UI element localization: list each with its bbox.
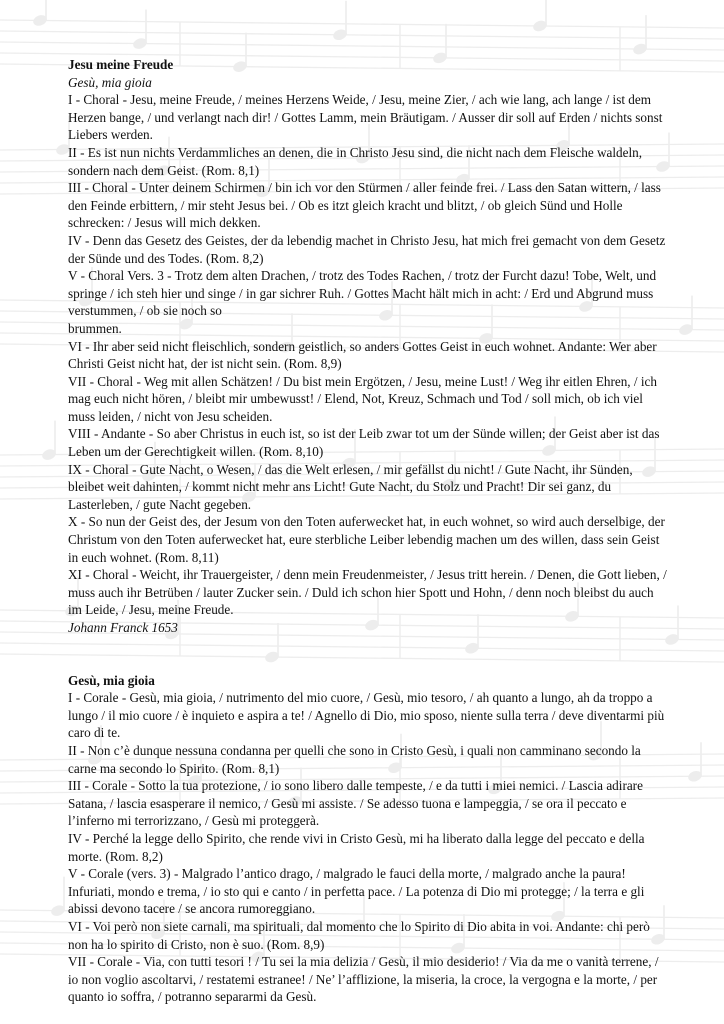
paragraph-7: VII - Corale - Via, con tutti tesori ! / Tu sei la mia delizia / Gesù, il mio desiderio! / Via da me o vanità terrene, / io non voglio ascoltarvi, / restatemi estranee! / Ne’ l’afflizione, la miseria, la croce, la vergogna e la morte, / per quanto io soffra, / potranno separarmi da Gesù. [68, 954, 659, 1005]
paragraph-3: III - Corale - Sotto la tua protezione, / io sono libero dalle tempeste, / e da tutti i miei nemici. / Lascia adirare Satana, / lascia esasperare il nemico, / Gesù mi assiste. / Se adesso tuona e lampeggia, / se ora il peccato e l’inferno mi terrorizzano, / Gesù mi proteggerà. [68, 778, 643, 829]
paragraph-9: IX - Choral - Gute Nacht, o Wesen, / das die Welt erlesen, / mir gefällst du nicht! / Gute Nacht, ihr Sünden, bleibet weit dahinten, / kommt nicht mehr ans Licht! Gute Nacht, du Stolz und Pracht! Dir sei ganz, du Lasterleben, / gute Nacht gegeben. [68, 461, 633, 512]
italian-text-section [68, 672, 668, 1006]
paragraph-5: V - Corale (vers. 3) - Malgrado l’antico drago, / malgrado le fauci della morte, / malgrado anche la paura! Infuriati, mondo e trema, / io sto qui e canto / in perfetta pace. / La potenza di Dio mi protegge; / la terra e gli abissi devono tacere / se ancora rumoreggiano. [68, 866, 645, 917]
section-title: Gesù, mia gioia [68, 672, 155, 688]
paragraph-7: VII - Choral - Weg mit allen Schätzen! / Du bist mein Ergötzen, / Jesu, meine Lust! / Weg ihr eitlen Ehren, / ich mag euch nicht hören, / bleibt mir umbewusst! / Elend, Not, Kreuz, Schmach und Tod / soll mich, ob ich viel muss leiden, / nicht von Jesu scheiden. [68, 373, 657, 424]
german-text-section [68, 56, 668, 637]
paragraph-5 [68, 267, 668, 337]
paragraph-5-tail: brummen. [68, 320, 122, 336]
paragraph-4: IV - Perché la legge dello Spirito, che rende vivi in Cristo Gesù, mi ha liberato dalla legge del peccato e della morte. (Rom. 8,2) [68, 830, 645, 864]
section-subtitle: Gesù, mia gioia [68, 74, 152, 90]
paragraph-6: VI - Voi però non siete carnali, ma spirituali, dal momento che lo Spirito di Dio abita in voi. Andante: chi però non ha lo spirito di Cristo, non è suo. (Rom. 8,9) [68, 918, 650, 952]
paragraph-4: IV - Denn das Gesetz des Geistes, der da lebendig machet in Christo Jesu, hat mich frei gemacht von dem Gesetz der Sünde und des Todes. (Rom. 8,2) [68, 232, 666, 266]
paragraph-3: III - Choral - Unter deinem Schirmen / bin ich vor den Stürmen / aller feinde frei. / Lass den Satan wittern, / lass den Feinde erbittern, / mir steht Jesus bei. / Ob es itzt gleich kracht und blitzt, / ob gleich Sünd und Holle schrecken: / Jesus will mich dekken. [68, 180, 661, 231]
paragraph-8: VIII - Andante - So aber Christus in euch ist, so ist der Leib zwar tot um der Sünde willen; der Geist aber ist das Leben um der Gerechtigkeit willen. (Rom. 8,10) [68, 426, 660, 460]
paragraph-10: X - So nun der Geist des, der Jesum von den Toten auferwecket hat, in euch wohnet, so wird auch derselbige, der Christum von den Toten auferwecket hat, eure sterbliche Leiber lebendig machen um des willen, dass sein Geist in euch wohnet. (Rom. 8,11) [68, 514, 665, 565]
paragraph-5-line: V - Choral Vers. 3 - Trotz dem alten Drachen, / trotz des Todes Rachen, / trotz der Furcht dazu! Tobe, Welt, und springe / ich steh hier und singe / in gar sichrer Ruh. / Gottes Macht hält mich in acht: / Erd und Abgrund muss verstummen, / ob sie noch so [68, 268, 657, 319]
paragraph-1: I - Corale - Gesù, mia gioia, / nutrimento del mio cuore, / Gesù, mio tesoro, / ah quanto a lungo, ah da troppo a lungo / il mio cuore / è inquieto e aspira a te! / Agnello di Dio, mio sposo, niente sulla terra / deve diventarmi più caro di te. [68, 690, 665, 741]
paragraph-11: XI - Choral - Weicht, ihr Trauergeister, / denn mein Freudenmeister, / Jesus tritt herein. / Denen, die Gott lieben, / muss auch ihr Betrüben / lauter Zucker sein. / Duld ich schon hier Spott und Hohn, / denn noch bleibst du auch im Leide, / Jesu, meine Freude. [68, 567, 667, 618]
paragraph-2: II - Non c’è dunque nessuna condanna per quelli che sono in Cristo Gesù, i quali non camminano secondo la carne ma secondo lo Spirito. (Rom. 8,1) [68, 742, 641, 776]
author-credit: Johann Franck 1653 [68, 620, 178, 635]
paragraph-2: II - Es ist nun nichts Verdammliches an denen, die in Christo Jesu sind, die nicht nach dem Fleische waldeln, sondern nach dem Geist. (Rom. 8,1) [68, 144, 643, 178]
paragraph-1: I - Choral - Jesu, meine Freude, / meines Herzens Weide, / Jesu, meine Zier, / ach wie lang, ach lange / ist dem Herzen bange, / und verlangt nach dir! / Gottes Lamm, mein Bräutigam. / Ausser dir soll auf Erden / nichts sonst Liebers werden. [68, 92, 663, 143]
paragraph-6: VI - Ihr aber seid nicht fleischlich, sondern geistlich, so anders Gottes Geist in euch wohnet. Andante: Wer aber Christi Geist nicht hat, der ist nicht sein. (Rom. 8,9) [68, 338, 657, 372]
document-body [68, 56, 668, 1006]
section-title: Jesu meine Freude [68, 57, 174, 72]
